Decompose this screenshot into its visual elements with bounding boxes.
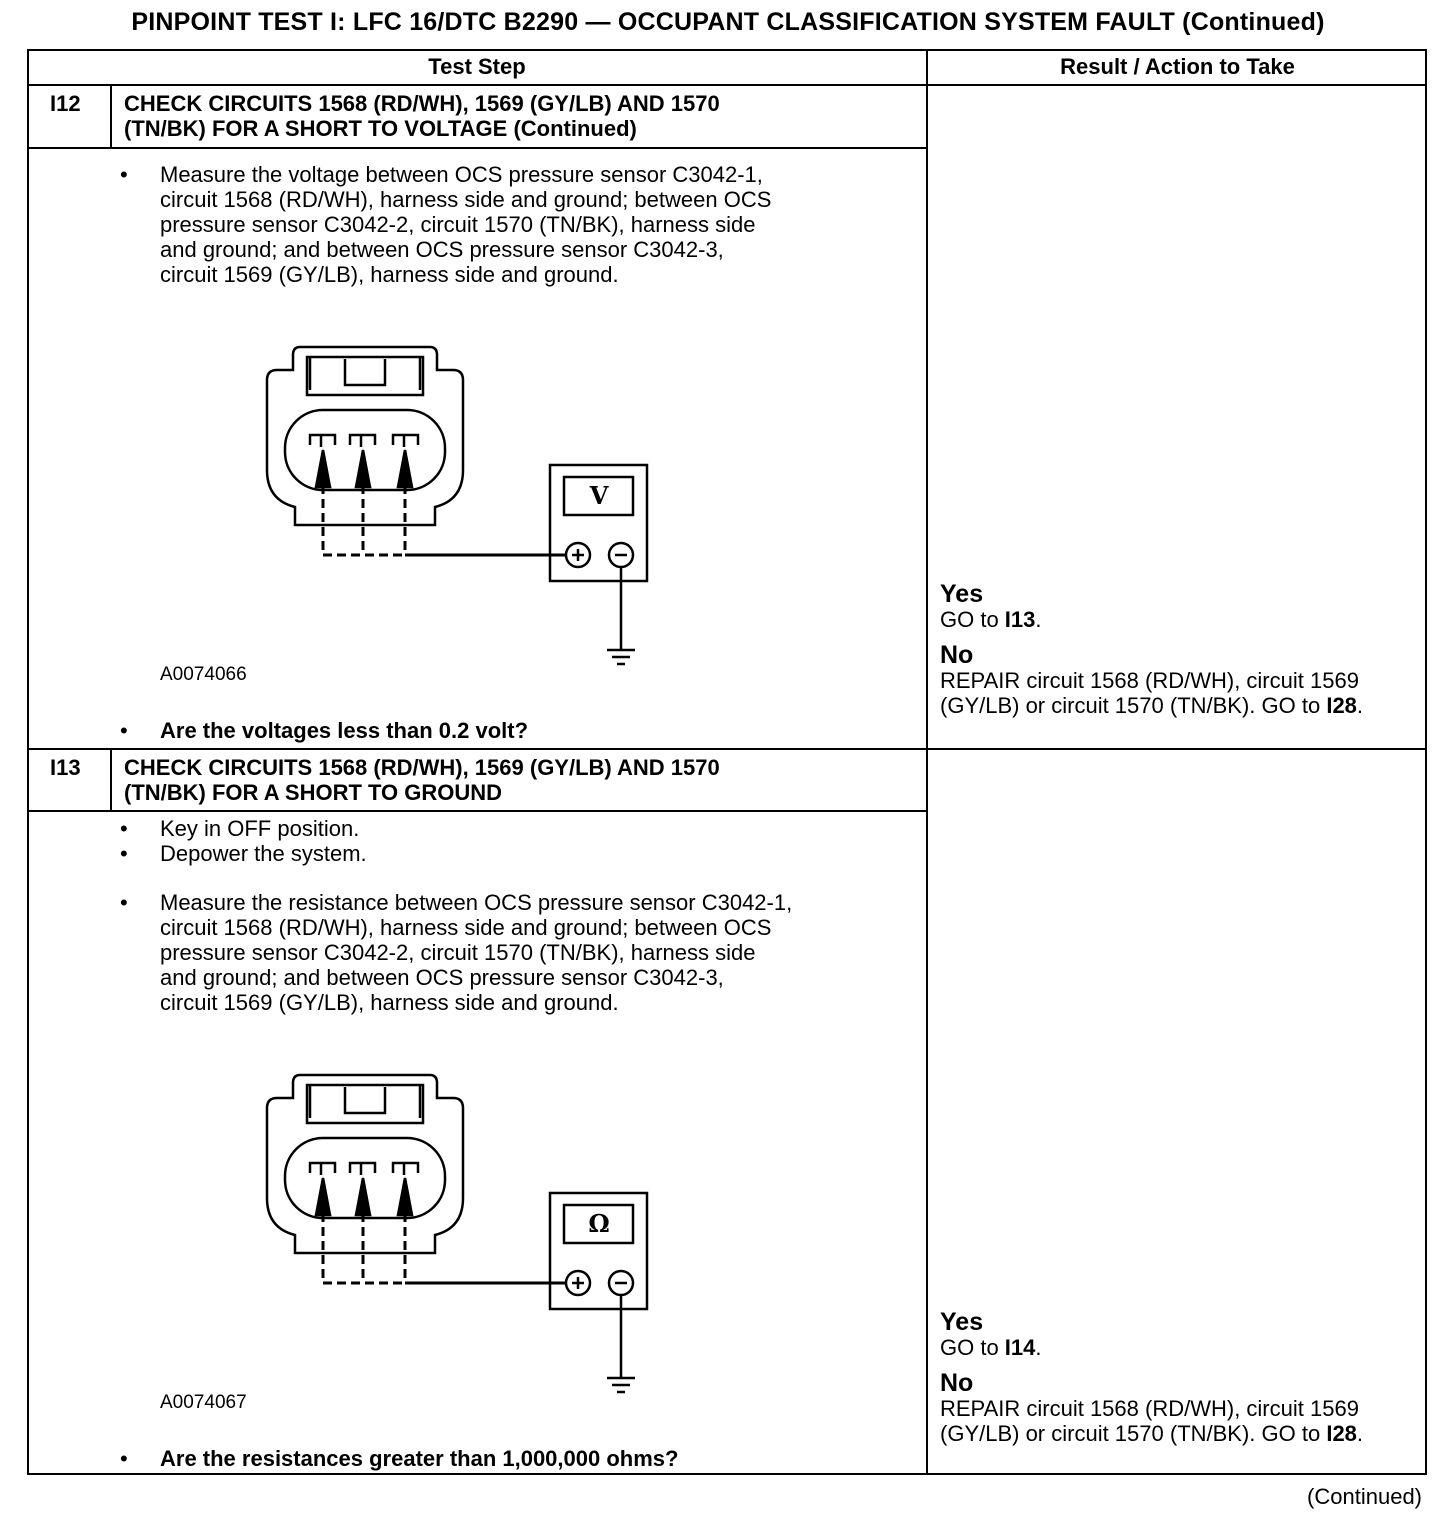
bullet-marker: • <box>120 162 128 187</box>
no-text: REPAIR circuit 1568 (RD/WH), circuit 1569 (GY/LB) or circuit 1570 (TN/BK). GO to <box>940 1396 1359 1446</box>
figure-code-i13: A0074067 <box>160 1392 247 1413</box>
step-heading-i12-line1: CHECK CIRCUITS 1568 (RD/WH), 1569 (GY/LB) AND 1570 <box>124 91 720 116</box>
ground-icon <box>607 1378 635 1392</box>
column-header-test-step: Test Step <box>428 54 526 79</box>
step-id-divider-i13 <box>110 749 112 812</box>
no-target-link[interactable]: I28 <box>1326 1421 1357 1446</box>
bullet-marker: • <box>120 890 128 915</box>
result-no-action-i13 <box>940 1396 1420 1446</box>
step-id-i13: I13 <box>50 755 81 780</box>
step-heading-rule-i12 <box>27 147 927 149</box>
column-header-result: Result / Action to Take <box>1060 54 1295 79</box>
step-separator <box>27 748 1427 750</box>
no-text: REPAIR circuit 1568 (RD/WH), circuit 1569 (GY/LB) or circuit 1570 (TN/BK). GO to <box>940 668 1359 718</box>
connector-c3042-icon <box>267 1075 463 1253</box>
meter-symbol-text: V <box>589 481 609 510</box>
step-heading-i13-line1: CHECK CIRCUITS 1568 (RD/WH), 1569 (GY/LB) AND 1570 <box>124 755 720 780</box>
result-no-label-i12: No <box>940 641 974 669</box>
result-yes-action-i12 <box>940 607 1420 632</box>
continued-footer: (Continued) <box>1307 1484 1422 1509</box>
ground-icon <box>607 650 635 664</box>
no-suffix: . <box>1356 1421 1364 1446</box>
voltmeter-connector-diagram <box>255 335 660 670</box>
test-leads <box>323 1213 565 1283</box>
no-target-link[interactable]: I28 <box>1326 693 1357 718</box>
ohmmeter-connector-diagram <box>255 1063 660 1398</box>
question-i12: Are the voltages less than 0.2 volt? <box>160 718 529 743</box>
figure-code-i12: A0074066 <box>160 664 247 685</box>
probe-arrows <box>316 450 412 487</box>
instruction-measure-resistance: Measure the resistance between OCS pressure sensor C3042-1, circuit 1568 (RD/WH), harness side and ground; between OCS pressure sensor C3042-2, circuit 1570 (TN/BK), harness side and ground; and between OCS pressure sensor C3042-3, circuit 1569 (GY/LB), harness side and ground. <box>160 890 793 1015</box>
meter-symbol-text: Ω <box>588 1209 610 1238</box>
instruction-depower: Depower the system. <box>160 841 367 866</box>
test-leads <box>323 485 565 555</box>
step-heading-i12-line2: (TN/BK) FOR A SHORT TO VOLTAGE (Continued) <box>124 116 637 141</box>
no-suffix: . <box>1356 693 1364 718</box>
instruction-measure-voltage: Measure the voltage between OCS pressure sensor C3042-1, circuit 1568 (RD/WH), harness side and ground; between OCS pressure sensor C3042-2, circuit 1570 (TN/BK), harness side and ground; and between OCS pressure sensor C3042-3, circuit 1569 (GY/LB), harness side and ground. <box>160 162 772 287</box>
result-no-action-i12 <box>940 668 1420 718</box>
column-divider <box>926 49 928 1475</box>
yes-target-link[interactable]: I14 <box>1004 1335 1036 1360</box>
step-id-i12: I12 <box>50 91 81 116</box>
result-yes-label-i12: Yes <box>940 580 984 608</box>
connector-c3042-icon <box>267 347 463 525</box>
bullet-marker: • <box>120 1446 128 1471</box>
step-heading-rule-i13 <box>27 810 927 812</box>
result-no-label-i13: No <box>940 1369 974 1397</box>
step-heading-i13-line2: (TN/BK) FOR A SHORT TO GROUND <box>124 780 503 805</box>
step-id-divider-i12 <box>110 85 112 148</box>
page-title: PINPOINT TEST I: LFC 16/DTC B2290 — OCCUPANT CLASSIFICATION SYSTEM FAULT (Continued) <box>131 8 1325 36</box>
bullet-marker: • <box>120 841 128 866</box>
result-yes-action-i13 <box>940 1335 1420 1360</box>
instruction-key-off: Key in OFF position. <box>160 816 360 841</box>
question-i13: Are the resistances greater than 1,000,000 ohms? <box>160 1446 679 1471</box>
yes-prefix: GO to <box>940 607 1005 632</box>
bullet-marker: • <box>120 718 128 743</box>
probe-arrows <box>316 1178 412 1215</box>
yes-suffix: . <box>1035 607 1042 632</box>
yes-target-link[interactable]: I13 <box>1004 607 1036 632</box>
yes-suffix: . <box>1035 1335 1042 1360</box>
header-rule <box>27 84 1427 86</box>
bullet-marker: • <box>120 816 128 841</box>
yes-prefix: GO to <box>940 1335 1005 1360</box>
result-yes-label-i13: Yes <box>940 1308 984 1336</box>
